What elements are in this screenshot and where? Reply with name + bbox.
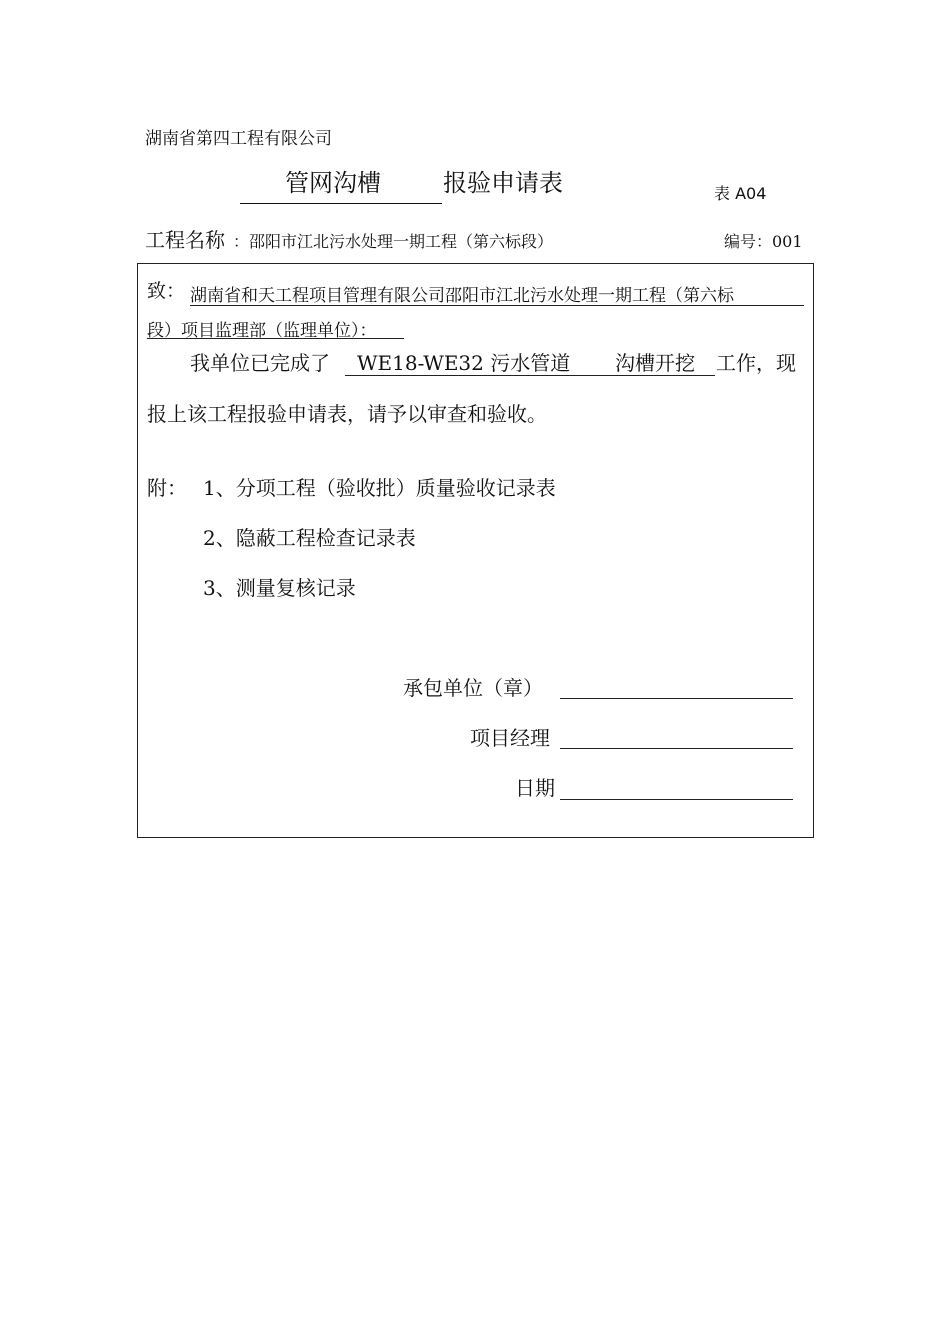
form-code: 表 A04 bbox=[714, 184, 767, 203]
addressee-underline-2 bbox=[147, 338, 404, 339]
body-text-start: 我单位已完成了 bbox=[190, 351, 330, 375]
addressee-line-1: 湖南省和天工程项目管理有限公司邵阳市江北污水处理一期工程（第六标 bbox=[190, 286, 734, 306]
project-manager-line bbox=[560, 748, 793, 749]
date-label: 日期 bbox=[515, 776, 555, 800]
attachment-item: 1、分项工程（验收批）质量验收记录表 bbox=[203, 476, 556, 500]
form-number: 编号：001 bbox=[724, 232, 803, 251]
contractor-seal-line bbox=[560, 698, 793, 699]
company-name: 湖南省第四工程有限公司 bbox=[145, 129, 332, 149]
body-text-end: 工作，现 bbox=[716, 351, 796, 375]
attachment-item: 2、隐蔽工程检查记录表 bbox=[203, 526, 416, 550]
body-fill-work: 沟槽开挖 bbox=[615, 351, 695, 375]
addressee-underline-1 bbox=[190, 305, 804, 306]
title-underline bbox=[240, 203, 442, 204]
project-name-label: 工程名称 bbox=[145, 228, 225, 252]
project-manager-label: 项目经理 bbox=[470, 726, 550, 750]
form-title-subject: 管网沟槽 bbox=[285, 169, 381, 197]
body-text-line-2: 报上该工程报验申请表，请予以审查和验收。 bbox=[147, 402, 547, 426]
body-fill-section: WE18-WE32 污水管道 bbox=[357, 351, 571, 375]
date-line bbox=[560, 799, 793, 800]
attachments-label: 附： bbox=[147, 476, 187, 500]
body-fill-underline bbox=[345, 375, 715, 376]
addressee-label: 致： bbox=[147, 280, 186, 302]
addressee-line-2: 段）项目监理部（监理单位）： bbox=[147, 321, 377, 341]
form-title: 报验申请表 bbox=[443, 169, 563, 197]
contractor-seal-label: 承包单位（章） bbox=[403, 676, 543, 700]
project-name-value: ：邵阳市江北污水处理一期工程（第六标段） bbox=[233, 232, 554, 251]
attachment-item: 3、测量复核记录 bbox=[203, 576, 356, 600]
